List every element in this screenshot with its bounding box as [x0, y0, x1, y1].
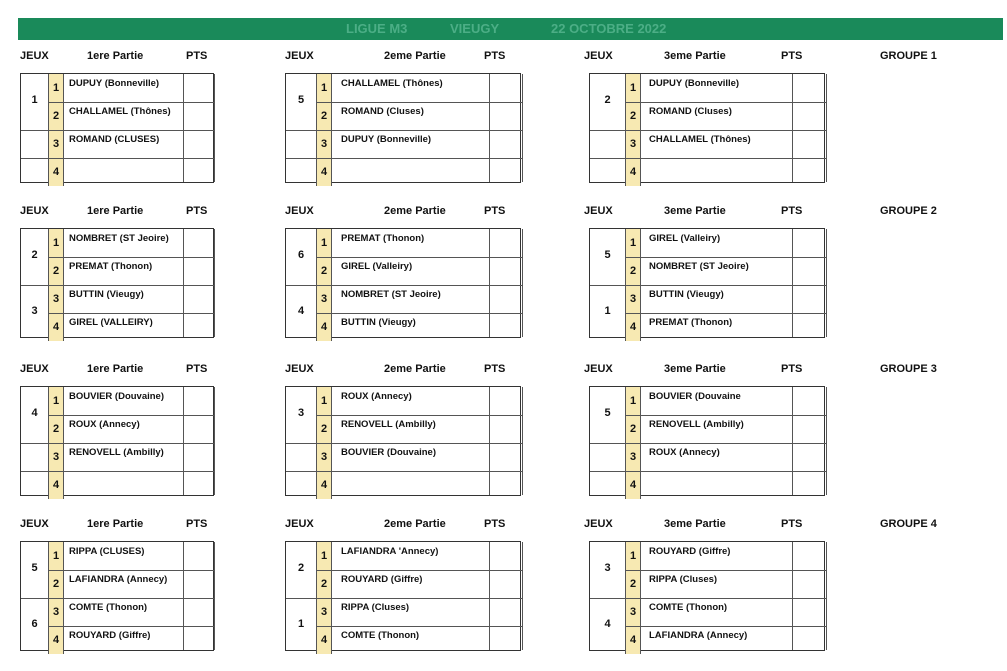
game-number: 5	[604, 249, 611, 261]
game-number: 5	[31, 562, 38, 574]
row-divider	[316, 257, 522, 258]
match-table	[589, 386, 825, 496]
position-number: 2	[625, 415, 641, 443]
jeux-header: JEUX	[584, 205, 613, 217]
pts-column-line	[489, 74, 490, 182]
player-name: LAFIANDRA (Annecy)	[649, 630, 748, 641]
match-table	[20, 386, 214, 496]
game-number: 1	[297, 618, 305, 630]
position-number: 4	[316, 471, 332, 499]
player-name: ROUYARD (Giffre)	[69, 630, 151, 641]
jeux-header: JEUX	[20, 363, 49, 375]
match-table	[20, 73, 214, 183]
match-table	[20, 228, 214, 338]
row-divider	[21, 285, 214, 286]
player-name: ROUX (Annecy)	[69, 419, 140, 430]
row-divider	[316, 626, 522, 627]
pts-column-line	[522, 229, 523, 337]
match-table	[589, 73, 825, 183]
position-number: 3	[625, 130, 641, 158]
position-number: 2	[48, 415, 64, 443]
game-number: 2	[297, 562, 305, 574]
part-header: 1ere Partie	[87, 205, 144, 217]
player-name: LAFIANDRA 'Annecy)	[341, 546, 439, 557]
pts-column-line	[183, 542, 184, 650]
player-name: BOUVIER (Douvaine)	[69, 391, 165, 402]
position-number: 4	[48, 626, 64, 654]
pts-column-line	[489, 387, 490, 495]
position-number: 3	[48, 443, 64, 471]
row-divider	[21, 598, 214, 599]
part-header: 1ere Partie	[87, 518, 144, 530]
pts-header: PTS	[484, 50, 506, 62]
player-name: PREMAT (Thonon)	[341, 233, 425, 244]
pts-header: PTS	[186, 518, 208, 530]
player-name: ROUX (Annecy)	[341, 391, 412, 402]
player-name: DUPUY (Bonneville)	[341, 134, 432, 145]
jeux-header: JEUX	[584, 363, 613, 375]
position-number: 3	[48, 130, 64, 158]
pts-header: PTS	[781, 50, 803, 62]
pts-column-line	[214, 74, 215, 182]
row-divider	[316, 415, 522, 416]
row-divider	[286, 158, 522, 159]
position-number: 2	[625, 257, 641, 285]
group-label: GROUPE 1	[880, 50, 937, 62]
position-number: 4	[625, 626, 641, 654]
game-number: 6	[297, 249, 305, 261]
player-name: LAFIANDRA (Annecy)	[69, 574, 168, 585]
pts-column-line	[214, 229, 215, 337]
row-divider	[48, 570, 214, 571]
player-name: GIREL (Valleiry)	[649, 233, 721, 244]
row-divider	[625, 415, 826, 416]
jeux-header: JEUX	[285, 50, 314, 62]
player-name: NOMBRET (ST Jeoire)	[69, 233, 169, 244]
row-divider	[316, 570, 522, 571]
jeux-header: JEUX	[20, 50, 49, 62]
jeux-header: JEUX	[20, 518, 49, 530]
row-divider	[48, 626, 214, 627]
position-number: 1	[625, 74, 641, 102]
pts-header: PTS	[484, 518, 506, 530]
game-number: 1	[604, 305, 611, 317]
game-number: 3	[31, 305, 38, 317]
player-name: COMTE (Thonon)	[341, 630, 420, 641]
pts-column-line	[792, 74, 793, 182]
game-number: 6	[31, 618, 38, 630]
row-divider	[286, 598, 522, 599]
pts-column-line	[214, 387, 215, 495]
row-divider	[48, 313, 214, 314]
position-number: 4	[48, 158, 64, 186]
position-number: 1	[48, 542, 64, 570]
player-name: COMTE (Thonon)	[649, 602, 728, 613]
player-name: PREMAT (Thonon)	[69, 261, 153, 272]
row-divider	[316, 313, 522, 314]
player-name: COMTE (Thonon)	[69, 602, 148, 613]
player-name: NOMBRET (ST Jeoire)	[341, 289, 441, 300]
match-table	[20, 541, 214, 651]
position-number: 1	[625, 542, 641, 570]
position-number: 4	[316, 626, 332, 654]
part-header: 3eme Partie	[664, 518, 726, 530]
pts-header: PTS	[484, 363, 506, 375]
player-name: CHALLAMEL (Thônes)	[649, 134, 751, 145]
position-number: 4	[48, 471, 64, 499]
player-name: CHALLAMEL (Thônes)	[69, 106, 171, 117]
row-divider	[286, 471, 522, 472]
player-name: BUTTIN (Vieugy)	[69, 289, 144, 300]
part-header: 2eme Partie	[384, 363, 446, 375]
row-divider	[625, 102, 826, 103]
part-header: 2eme Partie	[384, 205, 446, 217]
player-name: NOMBRET (ST Jeoire)	[649, 261, 749, 272]
pts-column-line	[489, 542, 490, 650]
position-number: 3	[316, 443, 332, 471]
row-divider	[21, 130, 214, 131]
game-number: 4	[31, 407, 38, 419]
position-number: 3	[48, 598, 64, 626]
row-divider	[286, 443, 522, 444]
pts-column-line	[522, 74, 523, 182]
position-number: 4	[316, 313, 332, 341]
position-number: 4	[625, 313, 641, 341]
pts-header: PTS	[781, 518, 803, 530]
group-label: GROUPE 4	[880, 518, 937, 530]
pts-column-line	[489, 229, 490, 337]
row-divider	[625, 313, 826, 314]
row-divider	[590, 443, 826, 444]
game-number: 2	[604, 94, 611, 106]
position-number: 4	[625, 471, 641, 499]
group-label: GROUPE 3	[880, 363, 937, 375]
position-number: 4	[625, 158, 641, 186]
player-name: GIREL (VALLEIRY)	[69, 317, 153, 328]
row-divider	[590, 285, 826, 286]
position-number: 4	[48, 313, 64, 341]
position-number: 3	[48, 285, 64, 313]
player-name: BUTTIN (Vieugy)	[649, 289, 724, 300]
pts-column-line	[826, 229, 827, 337]
match-table	[285, 73, 521, 183]
row-divider	[625, 626, 826, 627]
position-number: 2	[48, 257, 64, 285]
match-table	[589, 541, 825, 651]
row-divider	[625, 257, 826, 258]
player-name: RENOVELL (Ambilly)	[649, 419, 744, 430]
pts-column-line	[183, 74, 184, 182]
position-number: 3	[316, 598, 332, 626]
row-divider	[48, 415, 214, 416]
pts-header: PTS	[186, 50, 208, 62]
part-header: 1ere Partie	[87, 363, 144, 375]
match-table	[285, 386, 521, 496]
position-number: 1	[316, 542, 332, 570]
part-header: 3eme Partie	[664, 363, 726, 375]
row-divider	[590, 598, 826, 599]
pts-header: PTS	[186, 363, 208, 375]
row-divider	[21, 443, 214, 444]
game-number: 3	[297, 407, 305, 419]
position-number: 3	[625, 285, 641, 313]
game-number: 4	[604, 618, 611, 630]
jeux-header: JEUX	[584, 50, 613, 62]
game-number: 5	[297, 94, 305, 106]
position-number: 2	[316, 415, 332, 443]
position-number: 1	[625, 387, 641, 415]
pts-column-line	[522, 542, 523, 650]
pts-column-line	[792, 542, 793, 650]
player-name: BOUVIER (Douvaine	[649, 391, 741, 402]
player-name: RIPPA (CLUSES)	[69, 546, 145, 557]
position-number: 1	[316, 387, 332, 415]
row-divider	[316, 102, 522, 103]
part-header: 2eme Partie	[384, 518, 446, 530]
position-number: 3	[625, 443, 641, 471]
player-name: PREMAT (Thonon)	[649, 317, 733, 328]
player-name: DUPUY (Bonneville)	[69, 78, 160, 89]
match-table	[285, 541, 521, 651]
jeux-header: JEUX	[584, 518, 613, 530]
title-banner	[18, 18, 1003, 40]
player-name: ROMAND (CLUSES)	[69, 134, 160, 145]
pts-header: PTS	[186, 205, 208, 217]
pts-column-line	[214, 542, 215, 650]
player-name: BOUVIER (Douvaine)	[341, 447, 437, 458]
pts-column-line	[522, 387, 523, 495]
position-number: 3	[316, 285, 332, 313]
jeux-header: JEUX	[285, 363, 314, 375]
player-name: ROMAND (Cluses)	[341, 106, 424, 117]
game-number: 2	[31, 249, 38, 261]
pts-header: PTS	[781, 205, 803, 217]
position-number: 1	[48, 387, 64, 415]
player-name: GIREL (Valleiry)	[341, 261, 413, 272]
pts-column-line	[183, 387, 184, 495]
match-table	[589, 228, 825, 338]
position-number: 1	[625, 229, 641, 257]
position-number: 2	[625, 102, 641, 130]
part-header: 3eme Partie	[664, 205, 726, 217]
position-number: 1	[48, 74, 64, 102]
row-divider	[286, 130, 522, 131]
row-divider	[590, 158, 826, 159]
position-number: 2	[48, 570, 64, 598]
part-header: 1ere Partie	[87, 50, 144, 62]
game-number: 4	[297, 305, 305, 317]
player-name: RIPPA (Cluses)	[649, 574, 718, 585]
position-number: 2	[316, 102, 332, 130]
venue-title: VIEUGY	[450, 21, 500, 36]
position-number: 2	[316, 257, 332, 285]
player-name: ROUYARD (Giffre)	[649, 546, 731, 557]
position-number: 3	[625, 598, 641, 626]
part-header: 3eme Partie	[664, 50, 726, 62]
row-divider	[21, 471, 214, 472]
row-divider	[625, 570, 826, 571]
position-number: 3	[316, 130, 332, 158]
jeux-header: JEUX	[20, 205, 49, 217]
group-label: GROUPE 2	[880, 205, 937, 217]
row-divider	[590, 471, 826, 472]
position-number: 2	[48, 102, 64, 130]
position-number: 2	[316, 570, 332, 598]
match-table	[285, 228, 521, 338]
player-name: ROUYARD (Giffre)	[341, 574, 423, 585]
row-divider	[21, 158, 214, 159]
game-number: 1	[31, 94, 38, 106]
position-number: 1	[316, 74, 332, 102]
player-name: BUTTIN (Vieugy)	[341, 317, 416, 328]
player-name: DUPUY (Bonneville)	[649, 78, 740, 89]
game-number: 3	[604, 562, 611, 574]
game-number: 5	[604, 407, 611, 419]
part-header: 2eme Partie	[384, 50, 446, 62]
pts-header: PTS	[781, 363, 803, 375]
pts-column-line	[826, 387, 827, 495]
pts-column-line	[792, 387, 793, 495]
pts-column-line	[826, 74, 827, 182]
player-name: RENOVELL (Ambilly)	[69, 447, 164, 458]
player-name: RENOVELL (Ambilly)	[341, 419, 436, 430]
player-name: ROMAND (Cluses)	[649, 106, 732, 117]
row-divider	[48, 257, 214, 258]
date-title: 22 OCTOBRE 2022	[551, 21, 667, 36]
pts-column-line	[826, 542, 827, 650]
jeux-header: JEUX	[285, 518, 314, 530]
player-name: ROUX (Annecy)	[649, 447, 720, 458]
jeux-header: JEUX	[285, 205, 314, 217]
league-title: LIGUE M3	[346, 21, 408, 36]
player-name: RIPPA (Cluses)	[341, 602, 410, 613]
player-name: CHALLAMEL (Thônes)	[341, 78, 443, 89]
pts-column-line	[792, 229, 793, 337]
position-number: 1	[48, 229, 64, 257]
pts-column-line	[183, 229, 184, 337]
row-divider	[590, 130, 826, 131]
position-number: 1	[316, 229, 332, 257]
pts-header: PTS	[484, 205, 506, 217]
position-number: 2	[625, 570, 641, 598]
row-divider	[286, 285, 522, 286]
position-number: 4	[316, 158, 332, 186]
row-divider	[48, 102, 214, 103]
